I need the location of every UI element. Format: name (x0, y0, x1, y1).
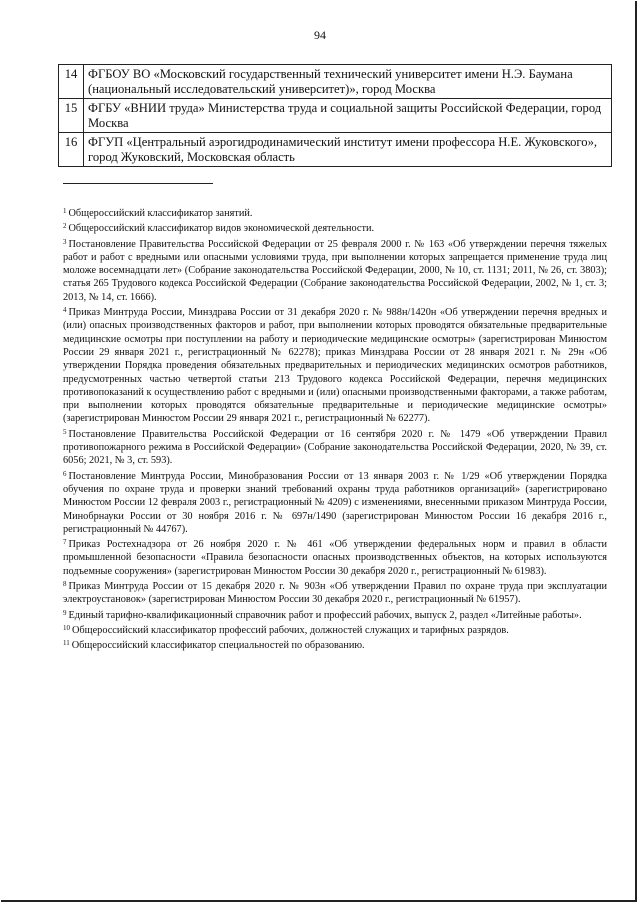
footnote-text: Приказ Ростехнадзора от 26 ноября 2020 г. № 461 «Об утверждении федеральных норм и правил в области промышленной безопасности «Правила безопасности опасных производственных объектов, на которых используются подъемные сооружения» (зарегистрирован Минюстом России 30 декабря 2020 г., регистрационный № 61983). (63, 539, 607, 577)
footnote (63, 304, 607, 426)
table-row (59, 99, 612, 133)
footnote-mark: 10 (63, 623, 70, 632)
footnote-text: Приказ Минтруда России от 15 декабря 2020 г. № 903н «Об утверждении Правил по охране труда при эксплуатации электроустановок» (зарегистрирован Минюстом России 30 декабря 2020 г., регистрационный № 61957). (63, 581, 607, 606)
footnote (63, 205, 607, 220)
organizations-table (58, 64, 612, 167)
footnote-mark: 11 (63, 639, 70, 648)
footnotes (63, 205, 607, 653)
footnote-mark: 3 (63, 237, 67, 246)
footnote-text: Общероссийский классификатор видов экономической деятельности. (68, 223, 375, 235)
organization-name: ФГБОУ ВО «Московский государственный технический университет имени Н.Э. Баумана (национальный исследовательский университет)», город Москва (84, 65, 612, 99)
footnote (63, 426, 607, 468)
footnote-mark: 4 (63, 306, 67, 315)
table-row (59, 65, 612, 99)
footnote (63, 220, 607, 235)
organization-name: ФГУП «Центральный аэрогидродинамический институт имени профессора Н.Е. Жуковского», город Жуковский, Московская область (84, 133, 612, 167)
footnote (63, 578, 607, 607)
footnote-text: Общероссийский классификатор занятий. (68, 208, 253, 219)
footnote-mark: 8 (63, 580, 67, 589)
footnote-text: Постановление Правительства Российской Федерации от 25 февраля 2000 г. № 163 «Об утверждении перечня тяжелых работ и работ с вредными или опасными условиями труда, при выполнении которых запрещается применение труда лиц моложе восемнадцати лет» (Собрание законодательства Российской Федерации, 2000, № 10, ст. 1131; 2011, № 26, ст. 3803); статья 265 Трудового кодекса Российской Федерации (Собрание законодательства Российской Федерации, 2002, № 1, ст. 3; 2013, № 14, ст. 1666). (63, 238, 607, 303)
row-number: 15 (59, 99, 84, 133)
footnote-separator (63, 183, 213, 184)
footnote-mark: 1 (63, 207, 67, 215)
footnote-text: Постановление Минтруда России, Минобразования России от 13 января 2003 г. № 1/29 «Об утверждении Порядка обучения по охране труда и проверки знаний требований охраны труда работников организаций» (зарегистрировано Минюстом России 12 февраля 2003 г., регистрационный № 4209) с изменениями, внесенными приказом Минтруда России, Минобрнауки России от 30 ноября 2016 г. № 697н/1490 (зарегистрирован Минюстом России 16 декабря 2016 г., регистрационный № 44767). (63, 470, 607, 535)
footnote-mark: 2 (63, 222, 67, 231)
row-number: 14 (59, 65, 84, 99)
footnote (63, 607, 607, 622)
footnote-text: Общероссийский классификатор специальностей по образованию. (71, 640, 365, 652)
footnote-mark: 5 (63, 427, 67, 436)
footnote (63, 236, 607, 304)
footnote (63, 536, 607, 578)
footnote-mark: 9 (63, 608, 67, 617)
footnote (63, 637, 607, 652)
row-number: 16 (59, 133, 84, 167)
footnote-text: Единый тарифно-квалификационный справочник работ и профессий рабочих, выпуск 2, раздел «Литейные работы». (68, 609, 582, 621)
footnote-text: Постановление Правительства Российской Федерации от 16 сентября 2020 г. № 1479 «Об утверждении Правил противопожарного режима в Российской Федерации» (Собрание законодательства Российской Федерации, 2020, № 39, ст. 6056; 2021, № 3, ст. 593). (63, 428, 607, 467)
table-row (59, 133, 612, 167)
footnote (63, 468, 607, 536)
page-number: 94 (314, 28, 326, 42)
footnote (63, 622, 607, 637)
footnote-mark: 6 (63, 469, 67, 478)
footnote-text: Приказ Минтруда России, Минздрава России от 31 декабря 2020 г. № 988н/1420н «Об утверждении перечня вредных и (или) опасных производственных факторов и работ, при выполнении которых проводятся обязательные предварительные медицинские осмотры при поступлении на работу и периодические медицинские осмотры» (зарегистрирован Минюстом России 29 января 2021 г., регистрационный № 62278); приказ Минздрава России от 28 января 2021 г. № 29н «Об утверждении Порядка проведения обязательных предварительных и периодических медицинских осмотров работников, предусмотренных частью четвертой статьи 213 Трудового кодекса Российской Федерации, перечня медицинских противопоказаний к осуществлению работ с вредными и (или) опасными производственными факторами, а также работам, при выполнении которых проводятся обязательные предварительные и периодические медицинские осмотры» (зарегистрирован Минюстом России 29 января 2021 г., регистрационный № 62277). (63, 307, 607, 425)
footnote-text: Общероссийский классификатор профессий рабочих, должностей служащих и тарифных разрядов. (72, 624, 509, 636)
footnote-mark: 7 (63, 538, 67, 547)
organization-name: ФГБУ «ВНИИ труда» Министерства труда и социальной защиты Российской Федерации, город Москва (84, 99, 612, 133)
